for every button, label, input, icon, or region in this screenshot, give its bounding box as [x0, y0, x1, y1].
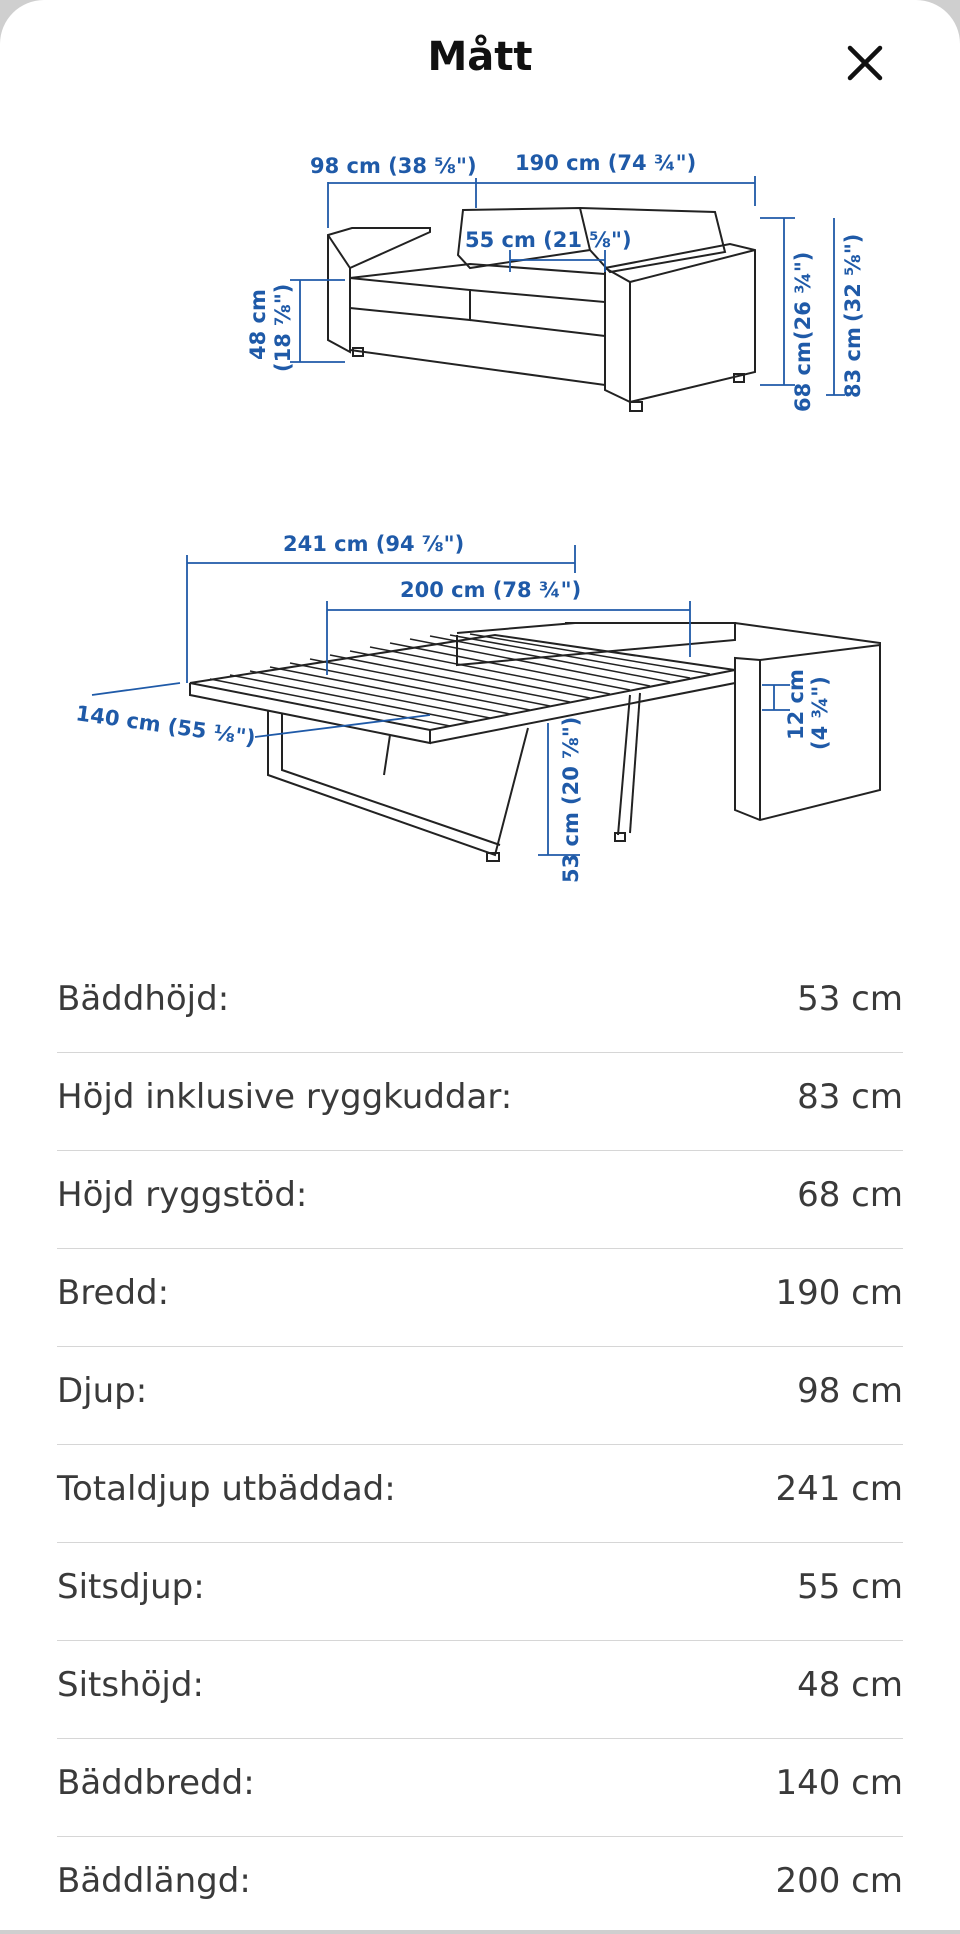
sofa-depth-label: 98 cm (38 ⅝") — [310, 154, 477, 178]
mattress-thickness-cm-label: 12 cm — [784, 669, 808, 740]
sofa-drawing — [0, 140, 960, 440]
spec-value: 53 cm — [797, 979, 903, 1019]
sofa-seat-depth-label: 55 cm (21 ⅝") — [465, 228, 632, 252]
spec-label: Sitsdjup: — [57, 1567, 205, 1607]
bed-total-depth-label: 241 cm (94 ⅞") — [283, 532, 465, 556]
spec-label: Djup: — [57, 1371, 148, 1411]
spec-label: Sitshöjd: — [57, 1665, 204, 1705]
spec-label: Bäddlängd: — [57, 1861, 251, 1901]
sheet-header — [0, 0, 960, 120]
spec-value: 200 cm — [775, 1861, 903, 1901]
spec-label: Höjd ryggstöd: — [57, 1175, 308, 1215]
bed-height-cm-label: 53 cm — [559, 812, 583, 883]
spec-row-seat-depth — [57, 1543, 903, 1641]
spec-label: Bäddbredd: — [57, 1763, 255, 1803]
dimension-spec-list — [57, 955, 903, 1934]
bed-drawing — [0, 515, 960, 895]
spec-label: Bäddhöjd: — [57, 979, 230, 1019]
spec-label: Totaldjup utbäddad: — [57, 1469, 396, 1509]
spec-row-seat-height — [57, 1641, 903, 1739]
spec-label: Bredd: — [57, 1273, 170, 1313]
bed-illustration — [190, 623, 880, 861]
bed-length-label: 200 cm (78 ¾") — [400, 578, 582, 602]
spec-value: 55 cm — [797, 1567, 903, 1607]
spec-value: 241 cm — [775, 1469, 903, 1509]
mattress-thickness-in-label: (4 ¾") — [808, 676, 832, 750]
close-button[interactable] — [840, 38, 890, 88]
sofa-back-height-cm-label: 68 cm — [791, 341, 815, 412]
spec-value: 68 cm — [797, 1175, 903, 1215]
spec-value: 48 cm — [797, 1665, 903, 1705]
spec-row-width — [57, 1249, 903, 1347]
spec-value: 83 cm — [797, 1077, 903, 1117]
sofa-seat-height-cm-label: 48 cm — [246, 289, 270, 360]
spec-value: 190 cm — [775, 1273, 903, 1313]
sofa-back-height-in-label: (26 ¾") — [791, 251, 815, 340]
spec-value: 140 cm — [775, 1763, 903, 1803]
spec-row-backrest-height — [57, 1151, 903, 1249]
spec-row-total-depth-unfolded — [57, 1445, 903, 1543]
spec-value: 98 cm — [797, 1371, 903, 1411]
bed-dimension-diagram — [0, 515, 960, 895]
spec-label: Höjd inklusive ryggkuddar: — [57, 1077, 513, 1117]
spec-row-bed-width — [57, 1739, 903, 1837]
spec-row-height-incl-back-cushions — [57, 1053, 903, 1151]
sofa-seat-height-in-label: (18 ⅞") — [271, 283, 295, 372]
bed-height-in-label: (20 ⅞") — [559, 716, 583, 805]
sofa-width-label: 190 cm (74 ¾") — [515, 151, 697, 175]
bed-width-label: 140 cm (55 ⅛") — [74, 701, 258, 751]
spec-row-bed-height — [57, 955, 903, 1053]
sofa-dimension-diagram — [0, 140, 960, 440]
sofa-total-height-cm-label: 83 cm — [841, 327, 865, 398]
sheet-title: Mått — [427, 34, 533, 80]
spec-row-depth — [57, 1347, 903, 1445]
close-icon — [840, 38, 890, 88]
spec-row-bed-length — [57, 1837, 903, 1934]
sofa-total-height-in-label: (32 ⅝") — [841, 233, 865, 322]
